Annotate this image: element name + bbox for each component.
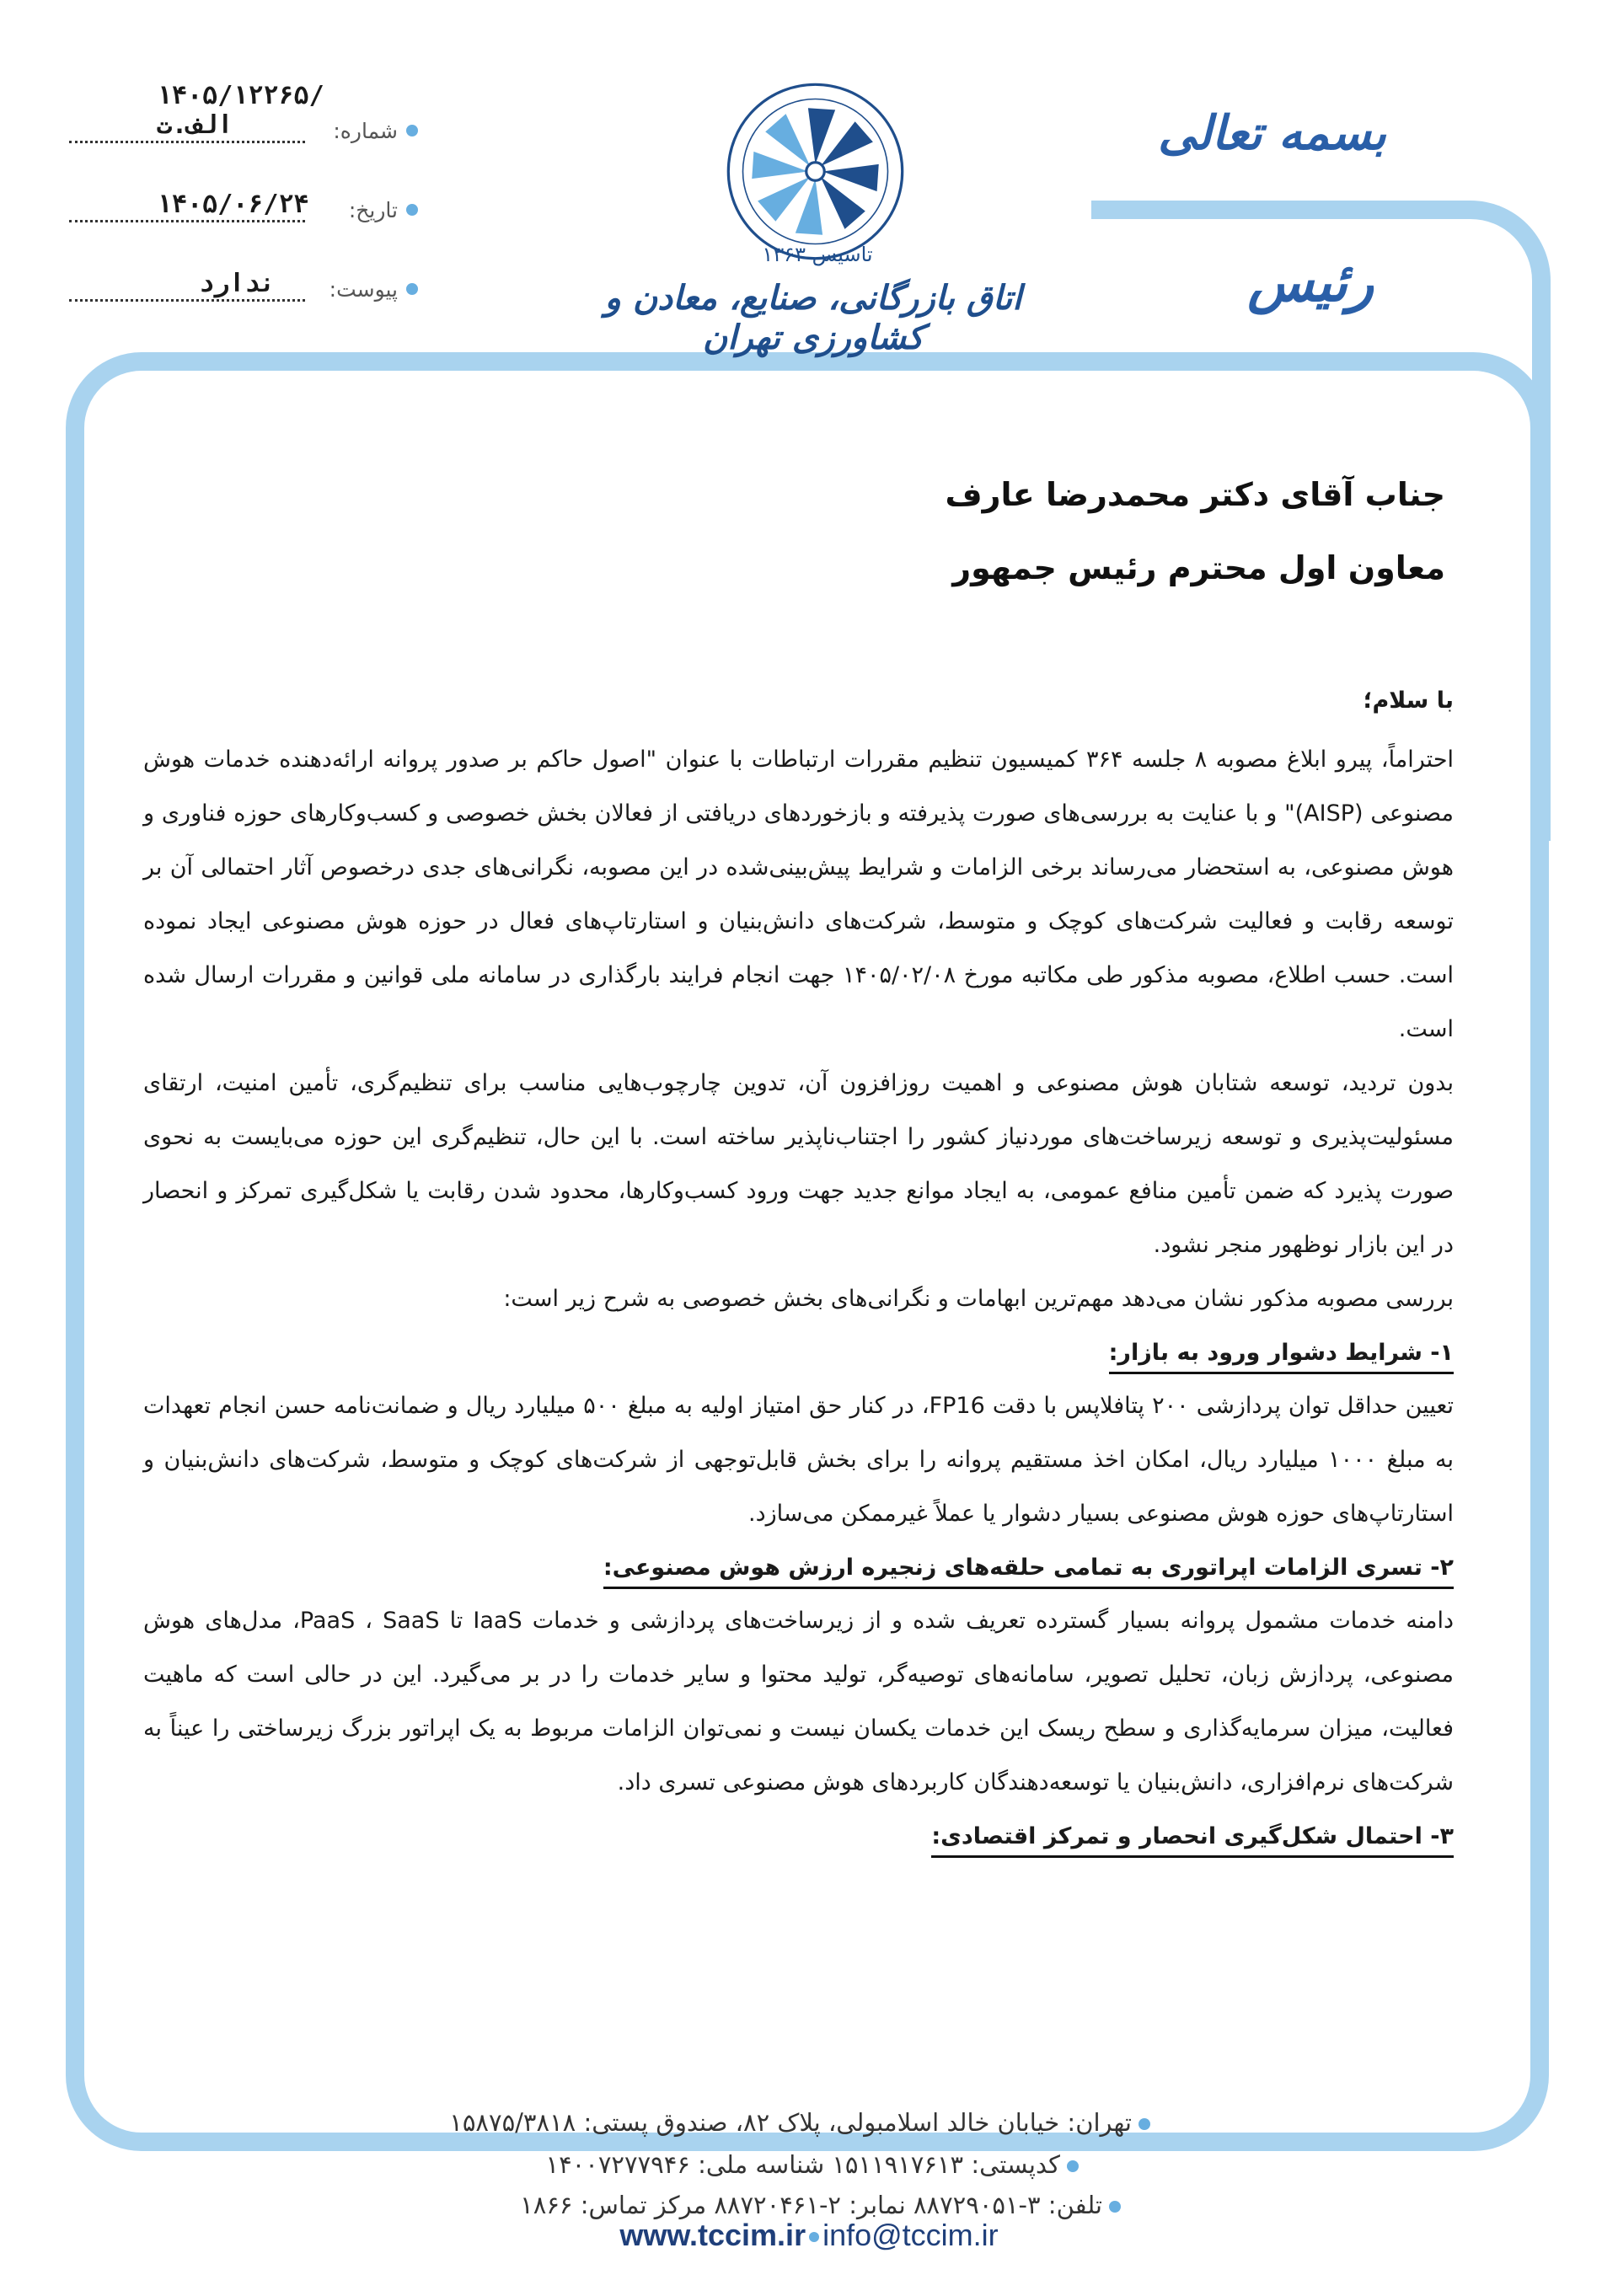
- letter-number-row: [69, 81, 398, 150]
- organization-name: اتاق بازرگانی، صنایع، معادن و کشاورزی تهران: [604, 278, 1022, 357]
- letter-attachment-row: [69, 266, 398, 308]
- section-heading-3: ۳- احتمال شکل‌گیری انحصار و تمرکز اقتصادی:: [931, 1818, 1454, 1858]
- office-title: رئیس: [1247, 251, 1374, 314]
- letter-attachment-label: پیوست:: [329, 277, 398, 302]
- body-paragraph-2: بدون تردید، توسعه شتابان هوش مصنوعی و اهمیت روزافزون آن، تدوین چارچوب‌هایی مناسب برای تنظیم‌گری، تأمین امنیت، ارتقای مسئولیت‌پذیری و توسعه زیرساخت‌های موردنیاز کشور را اجتناب‌ناپذیر ساخته است. با این حال، تنظیم‌گری این حوزه می‌بایست به نحوی صورت پذیرد که ضمن تأمین منافع عمومی، به ایجاد موانع جدید جهت ورود کسب‌وکارها، محدود شدن رقابت یا شکل‌گیری تمرکز و انحصار در این بازار نوظهور منجر نشود.: [143, 1070, 1454, 1258]
- bullet-icon: [809, 2232, 819, 2242]
- letter-date-row: [69, 187, 398, 229]
- bullet-icon: [406, 283, 418, 295]
- dotted-line: [69, 299, 305, 302]
- footer-address-text: تهران: خیابان خالد اسلامبولی، پلاک ۸۲، صندوق پستی: ۱۵۸۷۵/۳۸۱۸: [449, 2108, 1132, 2137]
- email-link[interactable]: info@tccim.ir: [822, 2218, 999, 2252]
- footer-ids: [546, 2150, 1079, 2179]
- footer-ids-text: کدپستی: ۱۵۱۱۹۱۷۶۱۳ شناسه ملی: ۱۴۰۰۷۲۷۷۹۴۶: [545, 2150, 1060, 2179]
- established-year: تاسیس ۱۳۶۳: [762, 243, 873, 266]
- letter-body: [143, 674, 1454, 1863]
- greeting: با سلام؛: [1363, 688, 1454, 714]
- dotted-line: [69, 141, 305, 143]
- bullet-icon: [406, 125, 418, 136]
- website-link[interactable]: www.tccim.ir: [619, 2218, 806, 2252]
- bullet-icon: [1138, 2118, 1150, 2130]
- bullet-icon: [406, 204, 418, 216]
- body-paragraph-3: بررسی مصوبه مذکور نشان می‌دهد مهم‌ترین ابهامات و نگرانی‌های بخش خصوصی به شرح زیر است:: [503, 1286, 1454, 1312]
- basmala-heading: بسمه تعالی: [1158, 105, 1386, 161]
- section-heading-1: ۱- شرایط دشوار ورود به بازار:: [1109, 1335, 1454, 1374]
- letter-date-value: ۱۴۰۵/۰۶/۲۴: [153, 190, 313, 219]
- dotted-line: [69, 220, 305, 222]
- recipient-position: معاون اول محترم رئیس جمهور: [952, 549, 1445, 586]
- bullet-icon: [1109, 2201, 1121, 2213]
- footer-address: [449, 2108, 1150, 2137]
- body-paragraph-4: تعیین حداقل توان پردازشی ۲۰۰ پتافلاپس با دقت FP16، در کنار حق امتیاز اولیه به مبلغ ۵۰۰ میلیارد ریال و ضمانت‌نامه حسن انجام تعهدات به مبلغ ۱۰۰۰ میلیارد ریال، امکان اخذ مستقیم پروانه را برای بخش قابل‌توجهی از شرکت‌های کوچک و متوسط، شرکت‌های دانش‌بنیان و استارتاپ‌های حوزه هوش مصنوعی بسیار دشوار یا عملاً غیرممکن می‌سازد.: [143, 1393, 1455, 1527]
- letter-attachment-value: ندارد: [196, 269, 278, 298]
- footer-phones: [520, 2191, 1121, 2219]
- body-paragraph-5: دامنه خدمات مشمول پروانه بسیار گسترده تعریف شده و از زیرساخت‌های پردازشی و خدمات IaaS تا PaaS ، SaaS، مدل‌های هوش مصنوعی، پردازش زبان، تحلیل تصویر، سامانه‌های توصیه‌گر، تولید محتوا و سایر خدمات را در بر می‌گیرد. این در حالی است که ماهیت فعالیت، میزان سرمایه‌گذاری و سطح ریسک این خدمات یکسان نیست و نمی‌توان الزامات مربوط به یک اپراتور بزرگ زیرساختی را عیناً به شرکت‌های نرم‌افزاری، دانش‌بنیان یا توسعه‌دهندگان کاربردهای هوش مصنوعی تسری داد.: [143, 1608, 1455, 1796]
- body-paragraph-1: احتراماً، پیرو ابلاغ مصوبه ۸ جلسه ۳۶۴ کمیسیون تنظیم مقررات ارتباطات با عنوان "اصول حاکم بر صدور پروانه ارائه‌دهنده خدمات هوش مصنوعی (AISP)" و با عنایت به بررسی‌های صورت پذیرفته و بازخوردهای دریافتی از فعالان بخش خصوصی و کسب‌وکارهای حوزه فناوری و هوش مصنوعی، به استحضار می‌رساند برخی الزامات و شرایط پیش‌بینی‌شده در این مصوبه، نگرانی‌های جدی درخصوص آثار احتمالی آن بر توسعه رقابت و فعالیت شرکت‌های کوچک و متوسط، شرکت‌های دانش‌بنیان و استارتاپ‌های فعال در حوزه هوش مصنوعی ایجاد نموده است. حسب اطلاع، مصوبه مذکور طی مکاتبه مورخ ۱۴۰۵/۰۲/۰۸ جهت انجام فرایند بارگذاری در سامانه ملی قوانین و مقررات ارسال شده است.: [143, 747, 1455, 1042]
- letter-number-label: شماره:: [333, 119, 398, 143]
- section-heading-2: ۲- تسری الزامات اپراتوری به تمامی حلقه‌های زنجیره ارزش هوش مصنوعی:: [603, 1549, 1454, 1589]
- letter-number-value: ۱۴۰۵/۱۲۲۶۵/الف.ت: [153, 81, 398, 140]
- letter-date-label: تاریخ:: [348, 198, 398, 222]
- footer-phones-text: تلفن: ۳-۸۸۷۲۹۰۵۱ نمابر: ۲-۸۸۷۲۰۴۶۱ مرکز تماس: ۱۸۶۶: [520, 2191, 1102, 2219]
- bullet-icon: [1067, 2160, 1079, 2172]
- footer-web: [590, 2218, 1028, 2253]
- tccim-emblem-icon: [725, 81, 906, 262]
- recipient-name: جناب آقای دکتر محمدرضا عارف: [945, 476, 1445, 513]
